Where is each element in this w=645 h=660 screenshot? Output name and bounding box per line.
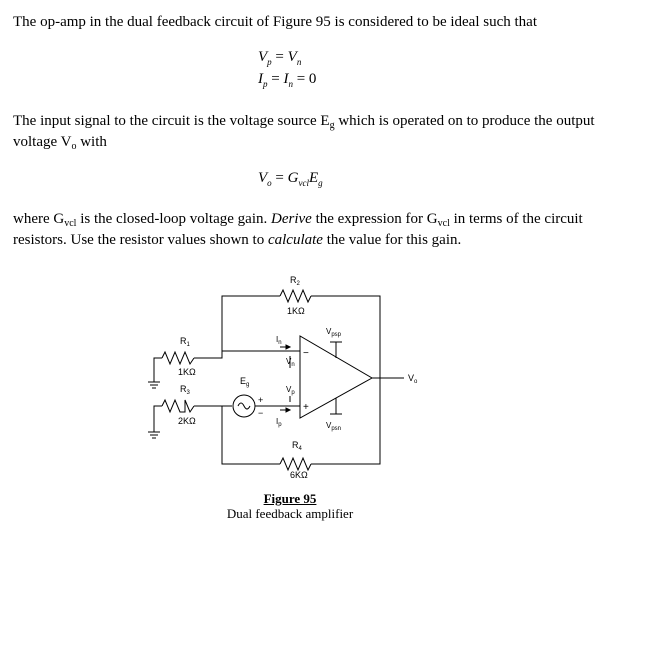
input-signal-paragraph: The input signal to the circuit is the voltage source $E_g$ which is operated on to produce the output voltage $V_o$ with	[13, 113, 595, 152]
label-vn: $V_n$	[286, 357, 295, 368]
label-ip: $I_p$	[276, 417, 282, 428]
label-r2-value: 1KΩ	[287, 306, 305, 316]
label-r4-value: 6KΩ	[290, 470, 308, 478]
resistor-r1	[162, 352, 194, 364]
derive-emphasis: Derive	[271, 211, 312, 227]
wire-r1-ground	[154, 358, 162, 382]
label-source-plus: +	[258, 395, 264, 405]
wire-r3-ground	[154, 406, 162, 432]
label-eg: $E_g$	[240, 376, 250, 388]
label-plus-input: +	[303, 402, 309, 413]
intro-paragraph	[13, 14, 613, 31]
wire-top-to-output	[311, 296, 380, 378]
label-in: $I_n$	[276, 335, 282, 346]
resistor-r4	[280, 458, 311, 470]
equation-gain: $V_o = G_{vcl}E_g$	[258, 170, 323, 188]
label-r1: $R_1$	[180, 336, 190, 348]
wire-r1-to-inverting	[194, 351, 290, 358]
circuit-diagram	[140, 268, 430, 478]
ground-symbol-r3	[148, 432, 160, 438]
figure-title: Figure 95	[263, 491, 317, 506]
equation-voltage-equal: $V_p = V_n$	[258, 49, 302, 67]
label-vp: $V_p$	[286, 385, 295, 396]
label-source-minus: −	[258, 408, 264, 418]
label-vpsp: $V_{psp}$	[326, 327, 342, 338]
label-r3: $R_3$	[180, 384, 190, 396]
resistor-r2	[280, 290, 311, 302]
wire-bottom-to-output	[311, 378, 380, 464]
label-r4: $R_4$	[292, 440, 302, 452]
label-minus-input: −	[303, 348, 309, 359]
resistor-r3	[162, 400, 194, 412]
ground-symbol-r1	[148, 382, 160, 388]
task-paragraph: where $G_{vcl}$ is the closed-loop voltage gain. Derive the expression for $G_{vcl}$ in terms of the circuit resistors. Use the resistor values shown to calculate the value for this gain.	[13, 211, 583, 248]
wire-top-feedback	[222, 296, 280, 351]
label-vo: $V_o$	[408, 373, 418, 385]
label-vpsn: $V_{psn}$	[326, 421, 342, 432]
label-r1-value: 1KΩ	[178, 367, 196, 377]
figure-caption: Dual feedback amplifier	[226, 506, 354, 521]
intro-text: The op-amp in the dual feedback circuit of Figure 95 is considered to be ideal such that	[13, 14, 537, 30]
label-r2: $R_2$	[290, 275, 300, 287]
equation-current-zero: $I_p = I_n = 0$	[258, 71, 317, 89]
calculate-emphasis: calculate	[267, 232, 323, 248]
label-r3-value: 2KΩ	[178, 416, 196, 426]
